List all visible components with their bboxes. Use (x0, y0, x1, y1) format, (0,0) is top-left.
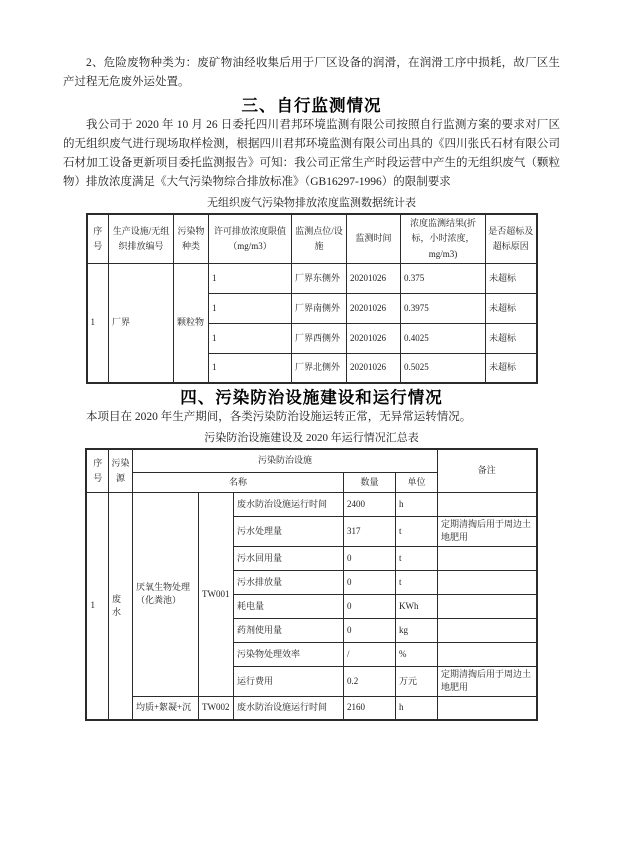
t2-header-unit: 单位 (395, 472, 437, 492)
t2-cell-source: 废水 (108, 492, 132, 720)
t2-cell-unit: t (395, 570, 437, 594)
t2-cell-item: 废水防治设施运行时间 (233, 696, 343, 720)
table2-header-row-1 (86, 449, 536, 472)
t2-cell-qty: 0.2 (343, 666, 395, 696)
t1-cell-exceed: 未超标 (486, 263, 537, 293)
t1-cell-time: 20201026 (347, 323, 401, 353)
t2-cell-qty: / (343, 642, 395, 666)
t2-cell-item: 污水排放量 (233, 570, 343, 594)
t1-cell-result: 0.5025 (401, 353, 486, 383)
t2-cell-item: 运行费用 (233, 666, 343, 696)
t2-cell-seq: 1 (86, 492, 108, 720)
table2-caption: 污染防治设施建设及 2020 年运行情况汇总表 (204, 432, 419, 445)
t2-cell-remark (438, 492, 537, 516)
t2-header-facility-group: 污染防治设施 (132, 449, 437, 472)
t2-cell-remark (438, 594, 537, 618)
t1-header-facility: 生产设施/无组织排放编号 (109, 214, 174, 263)
t1-cell-exceed: 未超标 (486, 353, 537, 383)
t1-cell-time: 20201026 (347, 263, 401, 293)
section3-heading: 三、自行监测情况 (241, 97, 382, 115)
t2-cell-qty: 0 (343, 570, 395, 594)
t2-cell-unit: kg (395, 618, 437, 642)
t2-cell-unit: t (395, 516, 437, 546)
t1-cell-limit: 1 (209, 293, 292, 323)
t1-cell-result: 0.3975 (401, 293, 486, 323)
t2-cell-remark (438, 546, 537, 570)
t2-header-remark: 备注 (438, 449, 537, 492)
t1-cell-result: 0.4025 (401, 323, 486, 353)
t2-cell-item: 污染物处理效率 (233, 642, 343, 666)
t2-header-name: 名称 (132, 472, 343, 492)
t1-cell-point: 厂界东侧外 (292, 263, 347, 293)
t2-cell-unit: h (395, 492, 437, 516)
t1-header-seq: 序号 (87, 214, 109, 263)
t2-cell-unit: h (395, 696, 437, 720)
section3-paragraph: 我公司于 2020 年 10 月 26 日委托四川君邦环境监测有限公司按照自行监测方案的要求对厂区的无组织废气进行现场取样检测，根据四川君邦环境监测有限公司出具的《四川张氏石材有限公司石材加工设备更新项目委托监测报告》可知：我公司正常生产时段运营中产生的无组织废气（颗粒物）排放浓度满足《大气污染物综合排放标准》（GB16297-1996）的限制要求 (63, 119, 560, 188)
t1-header-result: 浓度监测结果(折标，小时浓度，mg/m3) (401, 214, 486, 263)
intro-paragraph: 2、危险废物种类为：废矿物油经收集后用于厂区设备的润滑，在润滑工序中损耗，故厂区生产过程无危废外运处置。 (63, 57, 560, 88)
t2-cell-qty: 0 (343, 594, 395, 618)
t1-cell-pollutant: 颗粒物 (174, 263, 209, 383)
t2-header-qty: 数量 (343, 472, 395, 492)
t2-cell-item: 药剂使用量 (233, 618, 343, 642)
t1-cell-time: 20201026 (347, 353, 401, 383)
table-row (86, 492, 536, 516)
t2-header-seq: 序号 (86, 449, 108, 492)
t2-cell-unit: % (395, 642, 437, 666)
t2-cell-group2-code: TW002 (198, 696, 233, 720)
t2-cell-qty: 0 (343, 618, 395, 642)
t2-cell-item: 污水回用量 (233, 546, 343, 570)
t2-cell-group1-name: 厌氧生物处理（化粪池） (132, 492, 198, 696)
t1-cell-exceed: 未超标 (486, 293, 537, 323)
t1-cell-limit: 1 (209, 323, 292, 353)
t1-cell-point: 厂界西侧外 (292, 323, 347, 353)
t1-cell-exceed: 未超标 (486, 323, 537, 353)
t2-cell-group1-code: TW001 (198, 492, 233, 696)
t2-header-source: 污染源 (108, 449, 132, 492)
t1-cell-seq: 1 (87, 263, 109, 383)
t2-cell-item: 废水防治设施运行时间 (233, 492, 343, 516)
t2-cell-item: 耗电量 (233, 594, 343, 618)
t2-cell-remark (438, 570, 537, 594)
t1-cell-facility: 厂界 (109, 263, 174, 383)
table1-header-row (87, 214, 537, 263)
t1-header-point: 监测点位/设施 (292, 214, 347, 263)
table1-caption: 无组织废气污染物排放浓度监测数据统计表 (207, 197, 416, 209)
table-row (86, 696, 536, 720)
t2-cell-qty: 2400 (343, 492, 395, 516)
t1-header-exceed: 是否超标及超标原因 (486, 214, 537, 263)
t2-cell-remark (438, 618, 537, 642)
emission-monitoring-table (86, 213, 538, 384)
table-row (87, 263, 537, 293)
t2-cell-unit: 万元 (395, 666, 437, 696)
t2-cell-item: 污水处理量 (233, 516, 343, 546)
section4-paragraph: 本项目在 2020 年生产期间，各类污染防治设施运转正常，无异常运转情况。 (86, 411, 472, 424)
section4-heading: 四、污染防治设施建设和运行情况 (180, 389, 443, 408)
t1-header-time: 监测时间 (347, 214, 401, 263)
t2-cell-remark (438, 696, 537, 720)
t2-cell-remark: 定期清掏后用于周边土地肥用 (438, 516, 537, 546)
t1-cell-result: 0.375 (401, 263, 486, 293)
t2-cell-remark (438, 642, 537, 666)
t1-header-pollutant: 污染物种类 (174, 214, 209, 263)
t1-cell-limit: 1 (209, 263, 292, 293)
pollution-control-facilities-table (85, 448, 537, 721)
t2-cell-unit: KWh (395, 594, 437, 618)
t2-cell-remark: 定期清掏后用于周边土地肥用 (438, 666, 537, 696)
t2-cell-qty: 317 (343, 516, 395, 546)
t2-cell-qty: 0 (343, 546, 395, 570)
t2-cell-group2-name: 均质+絮凝+沉 (132, 696, 198, 720)
t1-cell-point: 厂界南侧外 (292, 293, 347, 323)
t1-cell-point: 厂界北侧外 (292, 353, 347, 383)
t1-header-limit: 许可排放浓度限值（mg/m3） (209, 214, 292, 263)
t2-cell-qty: 2160 (343, 696, 395, 720)
t2-cell-unit: t (395, 546, 437, 570)
t1-cell-limit: 1 (209, 353, 292, 383)
t1-cell-time: 20201026 (347, 293, 401, 323)
